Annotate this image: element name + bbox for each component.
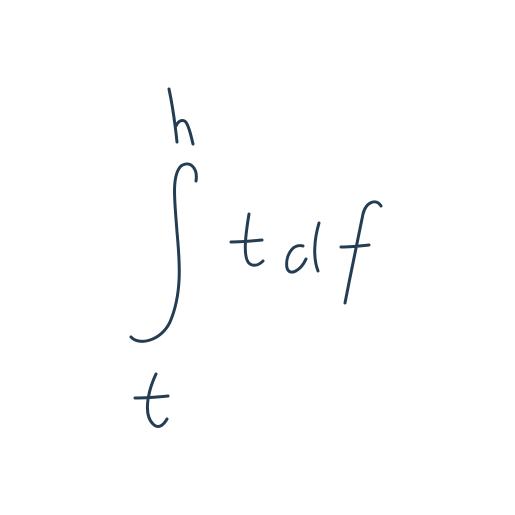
integral-sign-stroke (131, 164, 196, 341)
differential-f-stroke (341, 202, 381, 303)
integrand-t-stroke (231, 214, 263, 265)
lower-limit-t-stroke (135, 374, 168, 426)
differential-d-stroke (287, 223, 319, 272)
upper-limit-h-stroke (169, 89, 193, 144)
